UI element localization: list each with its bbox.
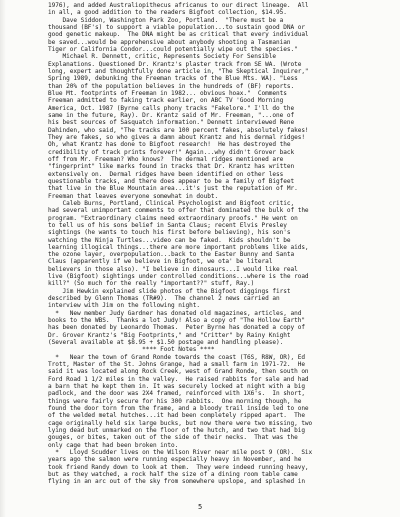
text-line: * Near the town of Grand Ronde towards the coast (T6S, R8W, OR), Ed [48, 353, 305, 361]
text-line: only cage that had been broken into. [48, 441, 179, 449]
text-line: * Lloyd Scudder lives on the Wilson River near mile post 9 (OR). Six [48, 449, 313, 457]
text-line: Claus (apparently if we believe in Bigfoot, we ota' be literal [48, 258, 273, 266]
text-line: cage originally held six large bucks, but now there were two missing, two [48, 419, 313, 427]
text-line: good genetic makeup. The DNA might be as critical that every individual [48, 31, 309, 39]
text-line: credibility of track prints forever!" Again...why didn't Grover back [48, 148, 295, 156]
text-line: years ago the salmon were running especially heavy in November, and he [48, 456, 302, 464]
text-line: program. "Extraordinary claims need extraordinary proofs." He went on [48, 214, 298, 222]
text-line: sightings (he wants to touch his first before believing), his son's [48, 229, 291, 237]
text-line: than 20% of the population believes in the hundreds of (BF) reports. [48, 82, 295, 90]
text-line: Blue Mt. footprints of Freeman in 1982... obvious hoax." Comments [48, 89, 287, 97]
text-line: lying dead but unmarked on the floor of the hutch, and two that had big [48, 427, 305, 435]
text-line: * New member Judy Gardner has donated old magazines, articles, and [48, 309, 302, 317]
text-line: They are fakes, so who gives a damn about Krantz and his dermal ridges! [48, 133, 305, 141]
text-line: Dave Siddon, Washington Park Zoo, Portland. "There must be a [48, 16, 284, 24]
scan-margin-shadow [0, 0, 6, 517]
text-line: the ozone layer, overpopulation...back to the Easter Bunny and Santa [48, 251, 295, 259]
text-line: to tell us of his sons belief in Santa Claus; recent Elvis Presley [48, 221, 287, 229]
text-line: questionable tracks, and there does appear to be a family of Bigfeet [48, 177, 295, 185]
text-line: interview with Jim on the following night. [48, 302, 200, 310]
text-line: Oh, what Krantz has done to Bigfoot research! He has destroyed the [48, 141, 291, 149]
text-line: took friend Randy down to look at them. They were indeed running heavy, [48, 463, 309, 471]
text-line: "fingerprint" like marks found in tracks that Dr. Krantz has written [48, 163, 295, 171]
text-line: live (Bigfoot) sightings under controlled conditions...where is the road [48, 273, 309, 281]
text-line: learning illogical things...there are more important problems like aids, [48, 243, 309, 251]
text-line: found the door torn from the frame, and a bloody trail inside led to one [48, 405, 309, 413]
text-line: 1976), and added Australiopithecus africanus to our direct lineage. All [48, 2, 309, 9]
text-line: gouges, or bites, taken out of the side of their necks. That was the [48, 434, 298, 442]
text-line: said it was located along Rock Creek, west of Grand Ronde, then south on [48, 368, 309, 376]
text-line: Trott, Master of the St. Johns Grange, had a small farm in 1971-72. He [48, 361, 305, 369]
text-line: Caleb Burns, Portland, Clinical Psychologist and Bigfoot critic, [48, 199, 295, 207]
text-line: thousand (BF's) to support a viable population...to sustain good DNA or [48, 23, 305, 31]
text-line: Freeman that leaves everyone somewhat in doubt. [48, 192, 219, 200]
text-line: Dahinden, who said, "The tracks are 100 percent fakes, absolutely fakes! [48, 126, 309, 134]
text-line: off from Mr. Freeman? Who knows? The dermal ridges mentioned are [48, 155, 284, 163]
text-line: described by Glenn Thomas (TR#9). The channel 2 news carried an [48, 295, 280, 303]
text-line: be saved...would be apprehensive about anybody shooting a Tasmanian [48, 38, 291, 46]
text-line: Tiger or California Condor...could potentially wipe out the species." [48, 45, 298, 53]
text-line: Michael R. Dennett, critic, Represents Society For Sensible [48, 53, 276, 61]
text-line: Explanations. Questioned Dr. Krantz's plaster track from SE WA. (Wrote [48, 60, 302, 68]
text-line: books to the WBS. Thanks a lot Judy! Also a copy of "The Hollow Earth" [48, 317, 305, 325]
text-line: Dr. Grover Krantz's "Big Footprints," and "Critter" by Rainy Knight [48, 331, 291, 339]
text-line: flying in an arc out of the sky from somewhere upslope, and splashed in [48, 478, 305, 486]
text-line: long, expert and thoughtfully done article in, "The Skeptical Inquirer," [48, 67, 309, 75]
text-line: had several unimportant comments to offer that dominated the bulk of the [48, 207, 309, 215]
text-line: his best sources of Sasquatch information." Dennett interviewed Rene [48, 119, 295, 127]
newsletter-body-text [48, 2, 388, 486]
text-line: **** Foot Notes **** [48, 346, 215, 354]
text-line: of the welded metal hutches...it had been completely ripped apart. The [48, 412, 305, 420]
text-line: watching the Ninja Turtles...video can be faked. Kids shouldn't be [48, 236, 291, 244]
text-line: same in the future, Ray). Dr. Krantz said of Mr. Freeman, "...one of [48, 111, 295, 119]
text-line: things were fairly secure for his 300 rabbits. One morning though, he [48, 397, 302, 405]
page-number: 5 [198, 503, 203, 511]
text-line: extensively on. Dermal ridges have been identified on other less [48, 170, 284, 178]
text-line: that live in the Blue Mountain area...it's just the reputation of Mr. [48, 185, 298, 193]
text-line: Spring 1989, debunking the Freeman tracks of the Blue Mts. WA). "Less [48, 75, 298, 83]
text-line: America, Oct. 1987 (Byrne calls phony tracks "Fakelore." I'll do the [48, 104, 295, 112]
text-line: Ford Road 1 1/2 miles in the valley. He raised rabbits for sale and had [48, 375, 309, 383]
text-line: kill?" (So much for the really "important??" stuff, Ray.) [48, 280, 255, 288]
text-line: a barn that he kept them in. It was securely locked at night with a big [48, 383, 305, 391]
text-line: Jim Hewkin explained slide photos of the Bigfoot diggings first [48, 287, 291, 295]
text-line: in all, a good addition to the readers Bigfoot collection, $14.95. [48, 9, 287, 17]
text-line: (Several available at $8.95 + $1.50 postage and handling please). [48, 339, 284, 347]
text-line: padlock, and the door was 2X4 framed, reinforced with 1X6's. In short, [48, 390, 305, 398]
text-line: but as they watched, a rock half the size of a dining room table came [48, 471, 298, 478]
text-line: Freeman admitted to faking track earlier, on ABC TV 'Good Morning [48, 97, 284, 105]
text-line: believers in those also). "I believe in dinosaurs...I would like real [48, 265, 298, 273]
text-line: has been donated by Leonardo Thomas. Peter Byrne has donated a copy of [48, 324, 305, 332]
